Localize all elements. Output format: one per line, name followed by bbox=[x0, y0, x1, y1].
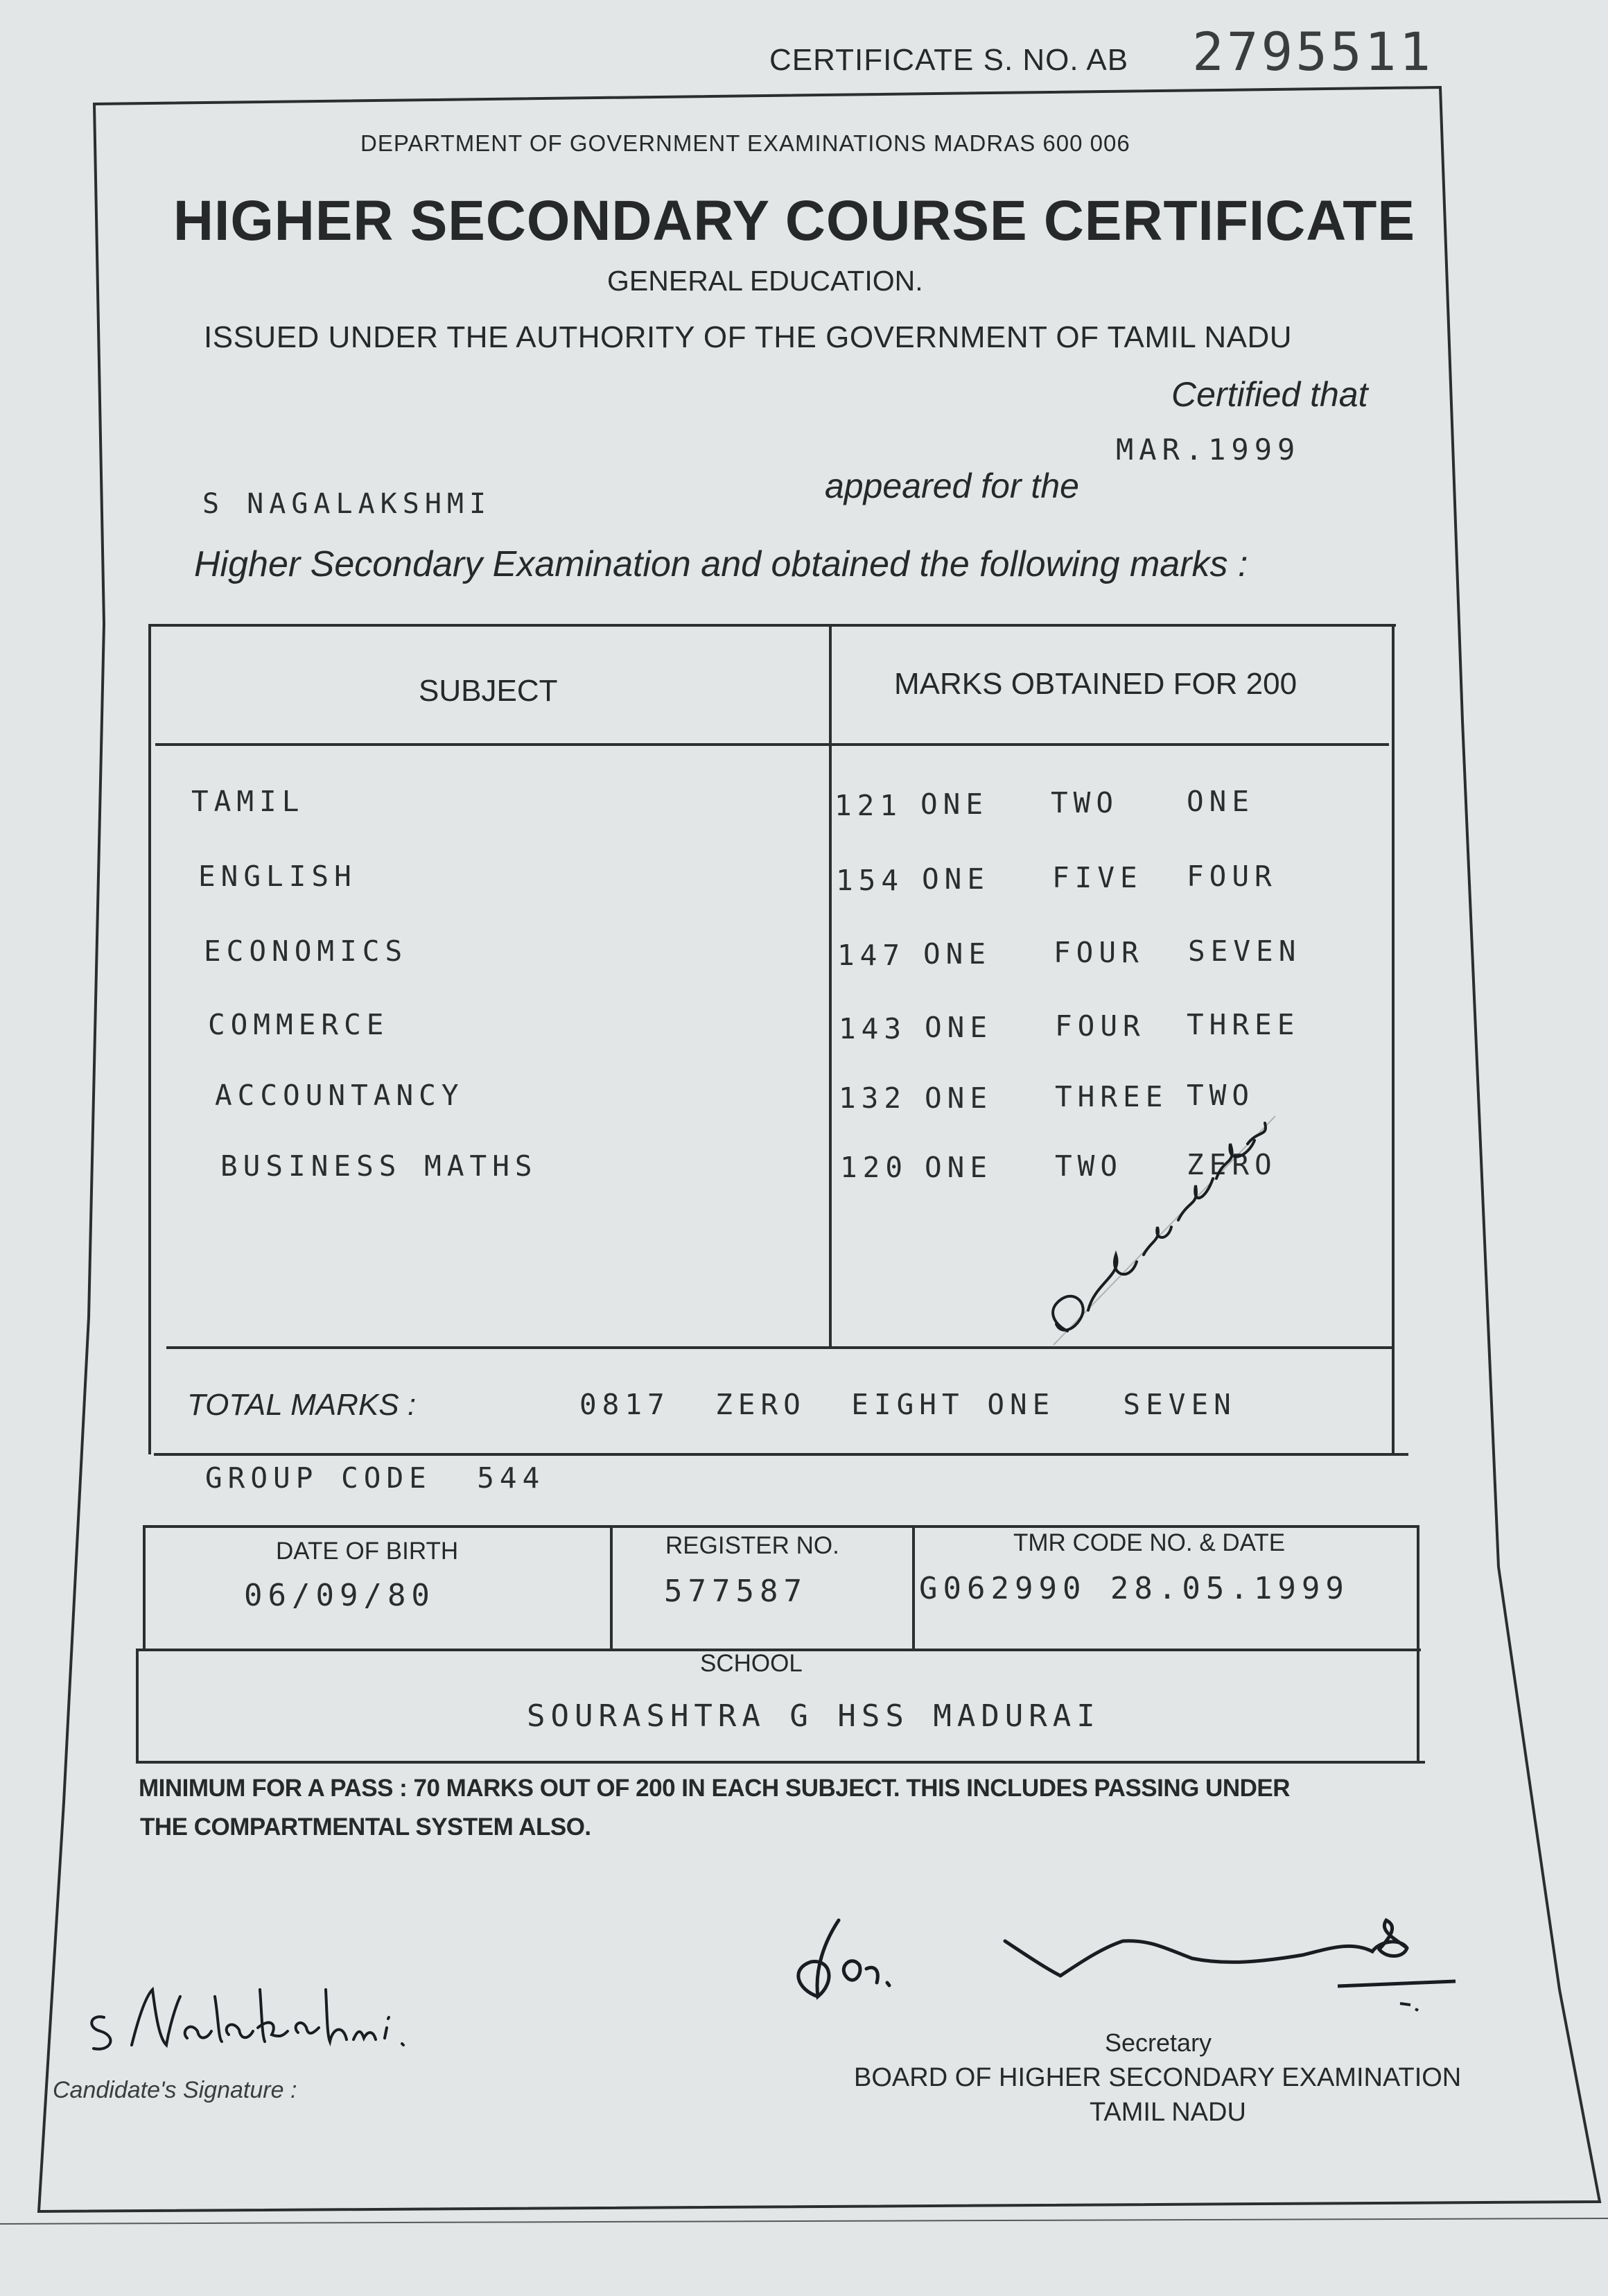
mark-value: 121 bbox=[834, 789, 903, 822]
register-value: 577587 bbox=[664, 1574, 807, 1609]
mark-words: ONE bbox=[923, 937, 992, 971]
table-bottom-border bbox=[154, 1453, 1408, 1456]
mark-value: 120 bbox=[840, 1151, 909, 1184]
details-right-border bbox=[1417, 1525, 1419, 1764]
mark-words: TWO bbox=[1187, 1079, 1255, 1112]
certificate-subtitle: GENERAL EDUCATION. bbox=[607, 265, 923, 297]
details-left-border-lower bbox=[136, 1649, 139, 1764]
dob-value: 06/09/80 bbox=[244, 1578, 435, 1613]
total-marks-value: 0817 ZERO EIGHT ONE SEVEN bbox=[579, 1388, 1236, 1421]
mark-words: ONE bbox=[922, 862, 990, 896]
subject-name: BUSINESS MATHS bbox=[220, 1149, 538, 1183]
column-header-marks: MARKS OBTAINED FOR 200 bbox=[894, 667, 1297, 701]
details-top-border bbox=[144, 1525, 1417, 1528]
details-divider-2 bbox=[912, 1525, 915, 1649]
subject-name: ECONOMICS bbox=[204, 934, 408, 968]
subject-name: ACCOUNTANCY bbox=[215, 1079, 464, 1112]
details-left-border bbox=[143, 1525, 146, 1649]
pass-criteria-line-2: THE COMPARTMENTAL SYSTEM ALSO. bbox=[140, 1814, 591, 1841]
table-left-border bbox=[148, 624, 151, 1454]
details-divider-1 bbox=[610, 1525, 613, 1649]
certificate-serial-label: CERTIFICATE S. NO. AB bbox=[769, 43, 1129, 77]
exam-statement: Higher Secondary Examination and obtained the following marks : bbox=[194, 544, 1248, 584]
mark-words: ONE bbox=[925, 1081, 993, 1115]
appeared-for-text: appeared for the bbox=[825, 467, 1079, 505]
mark-words: ONE bbox=[920, 788, 989, 821]
subject-name: TAMIL bbox=[191, 785, 305, 818]
mark-value: 154 bbox=[836, 864, 905, 897]
subject-name: COMMERCE bbox=[208, 1008, 390, 1041]
table-column-divider bbox=[829, 624, 832, 1348]
mark-words: SEVEN bbox=[1188, 934, 1302, 968]
secretary-title: Secretary bbox=[1105, 2028, 1212, 2057]
table-header-divider bbox=[155, 743, 1389, 746]
table-top-border bbox=[148, 624, 1396, 627]
mark-words: FOUR bbox=[1054, 936, 1144, 969]
mark-words: TWO bbox=[1055, 1149, 1124, 1183]
candidate-signature bbox=[76, 1976, 451, 2066]
mark-words: ZERO bbox=[1187, 1148, 1277, 1181]
exam-session: MAR.1999 bbox=[1116, 433, 1301, 467]
issuing-authority: ISSUED UNDER THE AUTHORITY OF THE GOVERNMENT OF TAMIL NADU bbox=[204, 320, 1293, 354]
department-heading: DEPARTMENT OF GOVERNMENT EXAMINATIONS MADRAS 600 006 bbox=[360, 130, 1130, 156]
mark-value: 132 bbox=[839, 1081, 907, 1115]
school-value: SOURASHTRA G HSS MADURAI bbox=[527, 1698, 1101, 1734]
tmr-value: G062990 28.05.1999 bbox=[919, 1571, 1349, 1606]
mark-words: ONE bbox=[925, 1151, 993, 1184]
subject-name: ENGLISH bbox=[198, 860, 357, 893]
certificate-title: HIGHER SECONDARY COURSE CERTIFICATE bbox=[173, 189, 1415, 252]
mark-words: TWO bbox=[1051, 786, 1119, 819]
dob-label: DATE OF BIRTH bbox=[276, 1538, 459, 1565]
candidate-signature-caption: Candidate's Signature : bbox=[53, 2077, 297, 2103]
certified-that-text: Certified that bbox=[1171, 375, 1368, 414]
mark-words: FOUR bbox=[1055, 1009, 1146, 1043]
mark-words: ONE bbox=[1187, 785, 1255, 818]
tmr-label: TMR CODE NO. & DATE bbox=[1013, 1529, 1286, 1556]
secretary-signature bbox=[776, 1899, 1483, 2038]
table-candidate-signature bbox=[1040, 1102, 1289, 1352]
mark-words: ONE bbox=[925, 1011, 993, 1044]
details-bottom-border bbox=[136, 1761, 1425, 1764]
certificate-serial-number: 2795511 bbox=[1192, 21, 1434, 82]
mark-words: THREE bbox=[1055, 1080, 1169, 1113]
school-label: SCHOOL bbox=[700, 1650, 803, 1677]
mark-words: FOUR bbox=[1187, 860, 1277, 893]
mark-value: 143 bbox=[839, 1012, 907, 1045]
mark-words: FIVE bbox=[1052, 861, 1143, 894]
state-name: TAMIL NADU bbox=[1090, 2098, 1246, 2127]
candidate-name: S NAGALAKSHMI bbox=[202, 488, 492, 520]
column-header-subject: SUBJECT bbox=[419, 674, 558, 708]
mark-words: THREE bbox=[1187, 1008, 1300, 1041]
group-code: GROUP CODE 544 bbox=[205, 1461, 545, 1495]
board-name: BOARD OF HIGHER SECONDARY EXAMINATION bbox=[854, 2063, 1462, 2092]
table-right-border bbox=[1392, 624, 1395, 1454]
register-label: REGISTER NO. bbox=[665, 1532, 839, 1559]
mark-value: 147 bbox=[837, 939, 906, 972]
pass-criteria-line-1: MINIMUM FOR A PASS : 70 MARKS OUT OF 200 IN EACH SUBJECT. THIS INCLUDES PASSING UNDER bbox=[139, 1775, 1290, 1802]
total-marks-label: TOTAL MARKS : bbox=[187, 1388, 417, 1422]
